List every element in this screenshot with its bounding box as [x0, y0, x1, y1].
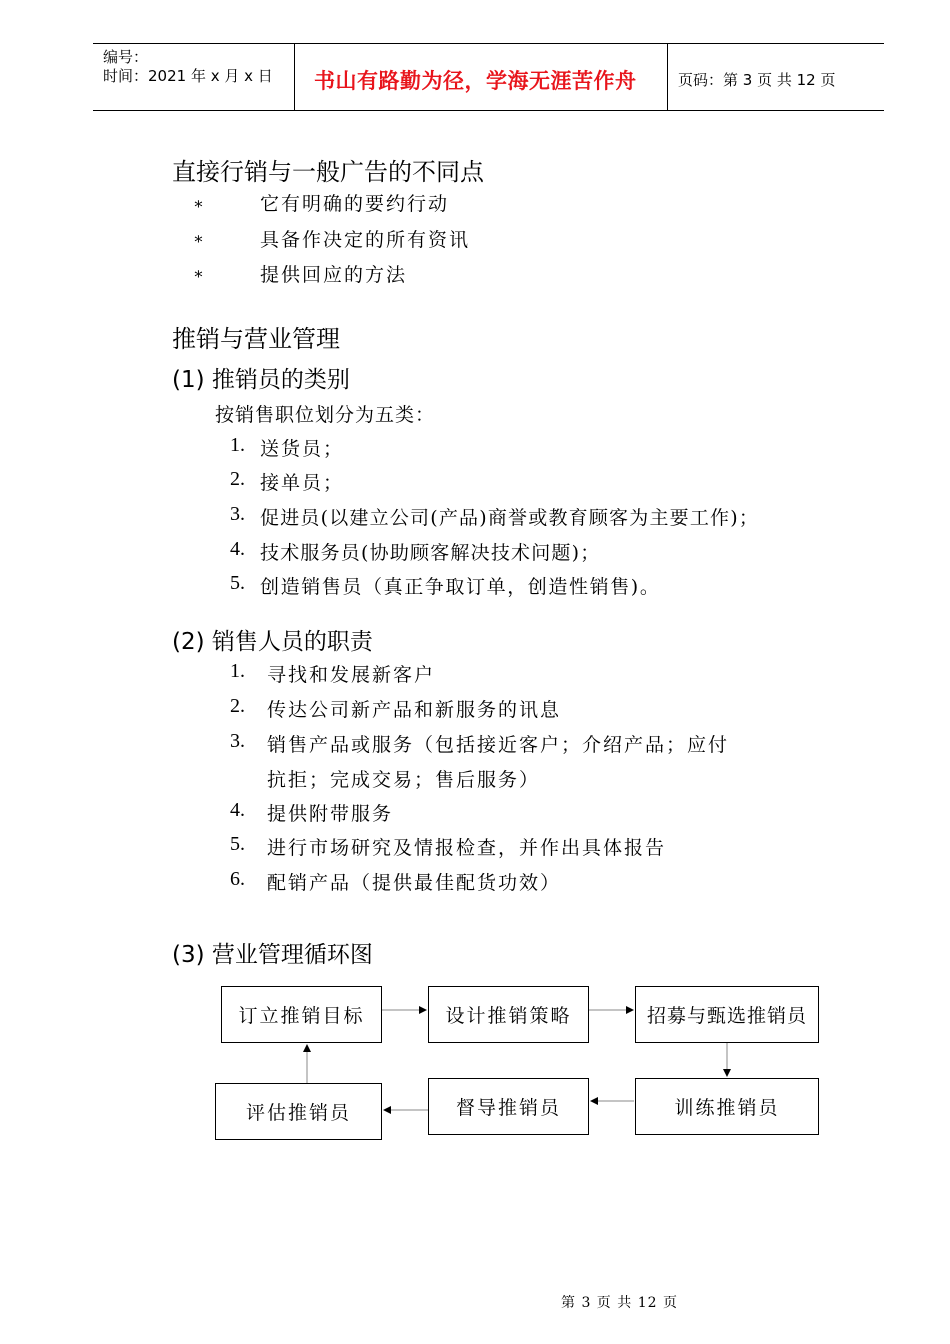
list-number: 1. — [230, 434, 245, 456]
section-sales-title: 推销与营业管理 — [172, 325, 340, 353]
list-number: 5. — [230, 833, 245, 855]
sub2-title: (2) 销售人员的职责 — [172, 629, 373, 655]
flow-box-supervise: 督导推销员 — [428, 1078, 589, 1135]
list-item-continuation: 抗拒；完成交易；售后服务） — [267, 769, 541, 791]
list-number: 3. — [230, 730, 245, 752]
list-item: 送货员； — [260, 438, 345, 460]
flow-box-design-strategy: 设计推销策略 — [428, 986, 589, 1043]
flow-box-train: 训练推销员 — [635, 1078, 819, 1135]
bullet-star-icon: ∗ — [193, 194, 204, 213]
page-footer: 第 3 页 共 12 页 — [561, 1295, 678, 1311]
bullet-star-icon: ∗ — [193, 229, 204, 248]
doc-number-label: 编号： — [103, 48, 149, 66]
list-item: 传达公司新产品和新服务的讯息 — [267, 699, 562, 721]
sub1-intro: 按销售职位划分为五类： — [215, 404, 436, 426]
flow-box-recruit-select: 招募与甄选推销员 — [635, 986, 819, 1043]
list-item: 销售产品或服务（包括接近客户；介绍产品；应付 — [267, 734, 730, 756]
doc-time-label: 时间：2021 年 x 月 x 日 — [103, 67, 273, 85]
list-item: 配销产品（提供最佳配货功效） — [267, 872, 562, 894]
bullet-star-icon: ∗ — [193, 264, 204, 283]
sub3-title: (3) 营业管理循环图 — [172, 942, 373, 968]
list-item: 促进员(以建立公司(产品)商誉或教育顾客为主要工作)； — [260, 507, 760, 529]
list-item: 具备作决定的所有资讯 — [260, 229, 471, 251]
list-item: 接单员； — [260, 472, 345, 494]
header-motto: 书山有路勤为径，学海无涯苦作舟 — [314, 69, 637, 93]
sub1-title: (1) 推销员的类别 — [172, 367, 350, 393]
list-item: 进行市场研究及情报检查，并作出具体报告 — [267, 837, 667, 859]
flow-box-set-goals: 订立推销目标 — [221, 986, 382, 1043]
list-number: 6. — [230, 868, 245, 890]
list-item: 它有明确的要约行动 — [260, 193, 450, 215]
list-item: 提供回应的方法 — [260, 264, 408, 286]
list-number: 5. — [230, 572, 245, 594]
list-item: 提供附带服务 — [267, 803, 394, 825]
list-number: 2. — [230, 695, 245, 717]
list-number: 2. — [230, 468, 245, 490]
list-item: 创造销售员（真正争取订单，创造性销售)。 — [260, 576, 661, 598]
page-info: 页码：第 3 页 共 12 页 — [678, 71, 836, 89]
list-number: 3. — [230, 503, 245, 525]
list-item: 寻找和发展新客户 — [267, 664, 436, 686]
list-number: 1. — [230, 660, 245, 682]
section-direct-title: 直接行销与一般广告的不同点 — [172, 158, 484, 186]
list-number: 4. — [230, 799, 245, 821]
flow-box-evaluate: 评估推销员 — [215, 1083, 382, 1140]
list-number: 4. — [230, 538, 245, 560]
list-item: 技术服务员(协助顾客解决技术问题)； — [260, 542, 601, 564]
